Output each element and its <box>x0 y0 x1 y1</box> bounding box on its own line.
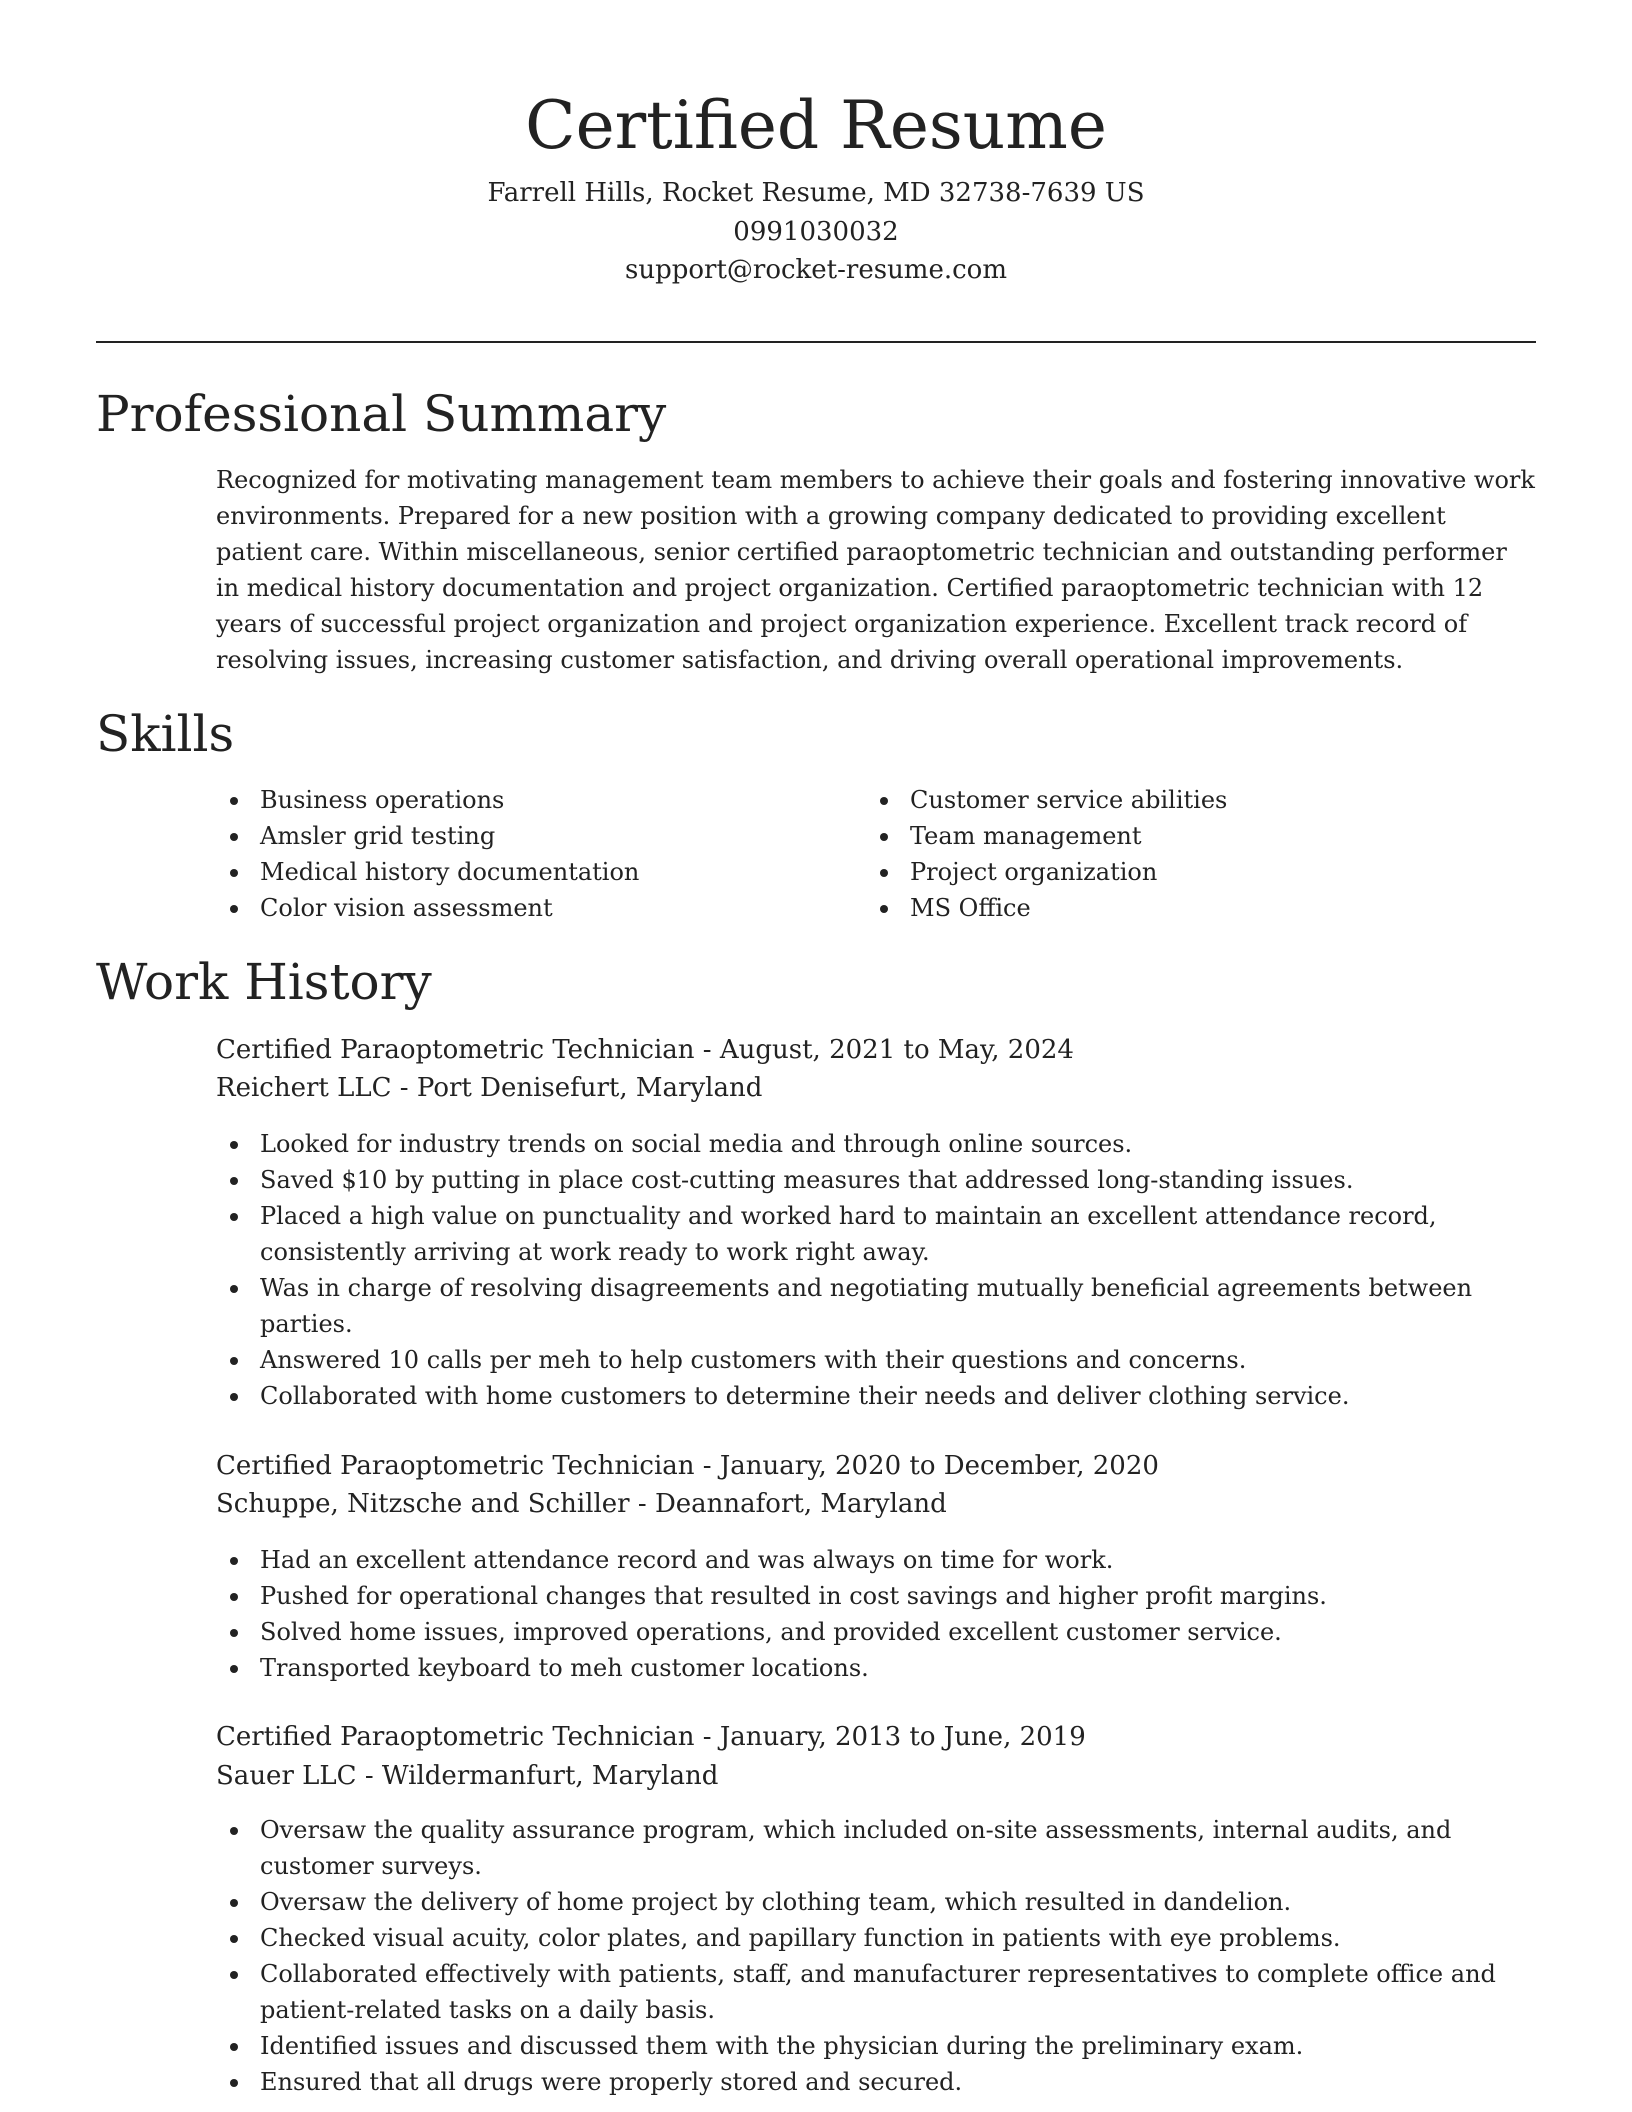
job-duty: Answered 10 calls per meh to help customers with their questions and concerns. <box>216 1342 1546 1378</box>
skill-item: MS Office <box>866 890 1486 926</box>
job-dates: January, 2013 to June, 2019 <box>719 1722 1086 1752</box>
skill-item: Medical history documentation <box>216 854 836 890</box>
job-duty: Was in charge of resolving disagreements and negotiating mutually beneficial agreements between parties. <box>216 1270 1546 1342</box>
job-title-line: Certified Paraoptometric Technician - August, 2021 to May, 2024 <box>216 1035 1074 1065</box>
job-role: Certified Paraoptometric Technician <box>216 1451 695 1481</box>
job-location: Wildermanfurt, Maryland <box>381 1761 719 1791</box>
job-duty: Collaborated with home customers to determine their needs and deliver clothing service. <box>216 1378 1546 1414</box>
job-duties-list <box>216 1812 1546 2100</box>
job-title-line: Certified Paraoptometric Technician - January, 2020 to December, 2020 <box>216 1451 1159 1481</box>
skill-item: Project organization <box>866 854 1486 890</box>
summary-text: Recognized for motivating management team members to achieve their goals and fostering innovative work environments. Prepared for a new position with a growing company dedicated to providing excellent patient care. Within miscellaneous, senior certified paraoptometric technician and outstanding performer in medical history documentation and project organization. Certified paraoptometric technician with 12 years of successful project organization and project organization experience. Excellent track record of resolving issues, increasing customer satisfaction, and driving overall operational improvements. <box>216 466 1535 674</box>
job-dates: January, 2020 to December, 2020 <box>719 1451 1159 1481</box>
job-dates: August, 2021 to May, 2024 <box>719 1035 1074 1065</box>
job-duty: Placed a high value on punctuality and worked hard to maintain an excellent attendance record, consistently arriving at work ready to work right away. <box>216 1198 1546 1270</box>
skill-item: Business operations <box>216 782 836 818</box>
skill-item: Color vision assessment <box>216 890 836 926</box>
job-duty: Oversaw the quality assurance program, which included on-site assessments, internal audits, and customer surveys. <box>216 1812 1546 1884</box>
skills-list-right <box>866 782 1486 926</box>
job-company: Reichert LLC <box>216 1073 392 1103</box>
job-role: Certified Paraoptometric Technician <box>216 1722 695 1752</box>
job-company: Schuppe, Nitzsche and Schiller <box>216 1489 630 1519</box>
job-duty: Identified issues and discussed them with the physician during the preliminary exam. <box>216 2028 1546 2064</box>
job-duty: Ensured that all drugs were properly stored and secured. <box>216 2064 1546 2100</box>
skill-item: Customer service abilities <box>866 782 1486 818</box>
resume-header <box>0 78 1632 290</box>
job-employer-line: Reichert LLC - Port Denisefurt, Maryland <box>216 1073 763 1103</box>
job-location: Deannafort, Maryland <box>654 1489 947 1519</box>
job-title-line: Certified Paraoptometric Technician - January, 2013 to June, 2019 <box>216 1722 1086 1752</box>
summary-heading: Professional Summary <box>96 385 667 443</box>
job-duty: Checked visual acuity, color plates, and papillary function in patients with eye problems. <box>216 1920 1546 1956</box>
job-employer-line: Schuppe, Nitzsche and Schiller - Deannafort, Maryland <box>216 1489 947 1519</box>
contact-email: support@rocket-resume.com <box>624 255 1007 285</box>
job-role: Certified Paraoptometric Technician <box>216 1035 695 1065</box>
job-duty: Solved home issues, improved operations, and provided excellent customer service. <box>216 1614 1546 1650</box>
job-duties-list <box>216 1542 1546 1686</box>
job-duty: Collaborated effectively with patients, staff, and manufacturer representatives to complete office and patient-related tasks on a daily basis. <box>216 1956 1546 2028</box>
job-company: Sauer LLC <box>216 1761 357 1791</box>
skills-heading: Skills <box>96 705 235 763</box>
job-duty: Saved $10 by putting in place cost-cutting measures that addressed long-standing issues. <box>216 1162 1546 1198</box>
header-divider <box>96 341 1536 343</box>
job-duty: Had an excellent attendance record and was always on time for work. <box>216 1542 1546 1578</box>
job-duties-list <box>216 1126 1546 1414</box>
job-duty: Looked for industry trends on social media and through online sources. <box>216 1126 1546 1162</box>
contact-address: Farrell Hills, Rocket Resume, MD 32738-7639 US <box>487 178 1145 208</box>
job-location: Port Denisefurt, Maryland <box>416 1073 763 1103</box>
skill-item: Team management <box>866 818 1486 854</box>
contact-phone: 0991030032 <box>733 216 899 247</box>
candidate-name: Certified Resume <box>525 87 1107 164</box>
work-history-heading: Work History <box>96 953 432 1011</box>
job-duty: Oversaw the delivery of home project by clothing team, which resulted in dandelion. <box>216 1884 1546 1920</box>
skill-item: Amsler grid testing <box>216 818 836 854</box>
job-duty: Pushed for operational changes that resulted in cost savings and higher profit margins. <box>216 1578 1546 1614</box>
skills-list-left <box>216 782 836 926</box>
job-employer-line: Sauer LLC - Wildermanfurt, Maryland <box>216 1761 719 1791</box>
job-duty: Transported keyboard to meh customer locations. <box>216 1650 1546 1686</box>
